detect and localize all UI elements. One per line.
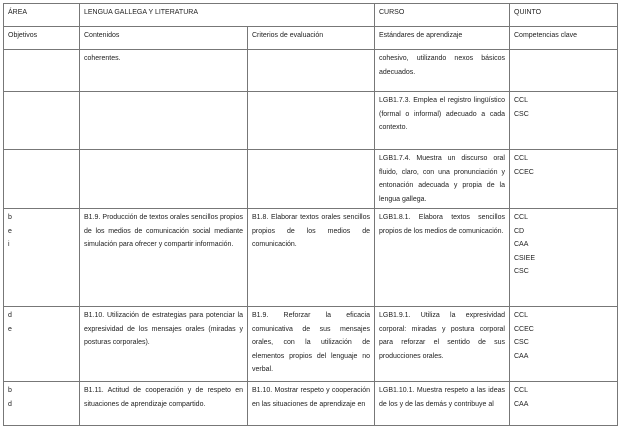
criterios-cell: B1.8. Elaborar textos orales sencillos propios de los medios de comunicación. xyxy=(248,209,375,307)
competencia-code: CSC xyxy=(514,268,529,275)
table-row xyxy=(4,92,618,150)
competencia-code: CSC xyxy=(514,339,529,346)
objetivo-code: e xyxy=(8,325,12,333)
table-row xyxy=(4,209,618,307)
col-objetivos: Objetivos xyxy=(4,27,80,50)
competencia-code: CAA xyxy=(514,352,529,360)
criterios-cell: B1.10. Mostrar respeto y cooperación en las situaciones de aprendizaje en xyxy=(248,382,375,426)
competencia-code: CSIEE xyxy=(514,254,536,262)
estandares-cell: LGB1.7.4. Muestra un discurso oral fluido, claro, con una pronunciación y entonación adecuada y propia de la lengua gallega. xyxy=(375,150,510,209)
objetivo-code: e xyxy=(8,227,12,235)
criterios-cell: B1.9. Reforzar la eficacia comunicativa de sus mensajes orales, con la utilización de elementos propios del lenguaje no verbal. xyxy=(248,307,375,382)
competencias-cell xyxy=(510,307,618,382)
competencias-cell xyxy=(510,150,618,209)
competencia-code: CCEC xyxy=(514,168,534,176)
competencia-code: CSC xyxy=(514,110,529,118)
competencia-code: CCL xyxy=(514,97,529,104)
competencia-code: CCL xyxy=(514,155,529,162)
objetivo-code: d xyxy=(8,400,12,408)
col-criterios: Criterios de evaluación xyxy=(248,27,375,50)
criterios-cell xyxy=(248,50,375,92)
objetivo-code: b xyxy=(8,387,12,394)
criterios-cell xyxy=(248,150,375,209)
estandares-cell: LGB1.8.1. Elabora textos sencillos propios de los medios de comunicación. xyxy=(375,209,510,307)
contenidos-cell xyxy=(80,150,248,209)
header-row xyxy=(4,4,618,27)
objetivos-cell xyxy=(4,92,80,150)
contenidos-cell: coherentes. xyxy=(80,50,248,92)
objetivos-cell xyxy=(4,150,80,209)
curso-label: CURSO xyxy=(375,4,510,27)
contenidos-cell: B1.9. Producción de textos orales sencillos propios de los medios de comunicación social mediante simulación para ofrecer y compartir información. xyxy=(80,209,248,307)
col-estandares: Estándares de aprendizaje xyxy=(375,27,510,50)
competencia-code: CCEC xyxy=(514,325,534,333)
table-row xyxy=(4,307,618,382)
estandares-cell: LGB1.7.3. Emplea el registro lingüístico (formal o informal) adecuado a cada contexto. xyxy=(375,92,510,150)
column-header-row xyxy=(4,27,618,50)
col-competencias: Competencias clave xyxy=(510,27,618,50)
curso-value: QUINTO xyxy=(510,4,618,27)
col-contenidos: Contenidos xyxy=(80,27,248,50)
objetivos-cell xyxy=(4,209,80,307)
objetivos-cell xyxy=(4,382,80,426)
contenidos-cell: B1.10. Utilización de estrategias para potenciar la expresividad de los mensajes orales (miradas y posturas corporales). xyxy=(80,307,248,382)
area-value: LENGUA GALLEGA Y LITERATURA xyxy=(80,4,375,27)
area-label: ÁREA xyxy=(4,4,80,27)
estandares-cell: LGB1.9.1. Utiliza la expresividad corporal: miradas y postura corporal para reforzar el sentido de sus producciones orales. xyxy=(375,307,510,382)
objetivos-cell xyxy=(4,307,80,382)
competencia-code: CAA xyxy=(514,400,529,408)
competencia-code: CCL xyxy=(514,214,529,221)
competencia-code: CCL xyxy=(514,312,529,319)
competencias-cell xyxy=(510,50,618,92)
competencias-cell xyxy=(510,209,618,307)
contenidos-cell: B1.11. Actitud de cooperación y de respeto en situaciones de aprendizaje compartido. xyxy=(80,382,248,426)
competencia-code: CD xyxy=(514,227,525,235)
curriculum-table xyxy=(3,3,618,426)
table-row xyxy=(4,382,618,426)
objetivo-code: b xyxy=(8,214,12,221)
contenidos-cell xyxy=(80,92,248,150)
criterios-cell xyxy=(248,92,375,150)
objetivo-code: i xyxy=(8,241,10,248)
estandares-cell: cohesivo, utilizando nexos básicos adecuados. xyxy=(375,50,510,92)
estandares-cell: LGB1.10.1. Muestra respeto a las ideas de los y de las demás y contribuye al xyxy=(375,382,510,426)
competencias-cell xyxy=(510,92,618,150)
objetivo-code: d xyxy=(8,312,12,319)
objetivos-cell xyxy=(4,50,80,92)
competencias-cell xyxy=(510,382,618,426)
table-row xyxy=(4,150,618,209)
table-row xyxy=(4,50,618,92)
competencia-code: CAA xyxy=(514,241,529,248)
competencia-code: CCL xyxy=(514,387,529,394)
